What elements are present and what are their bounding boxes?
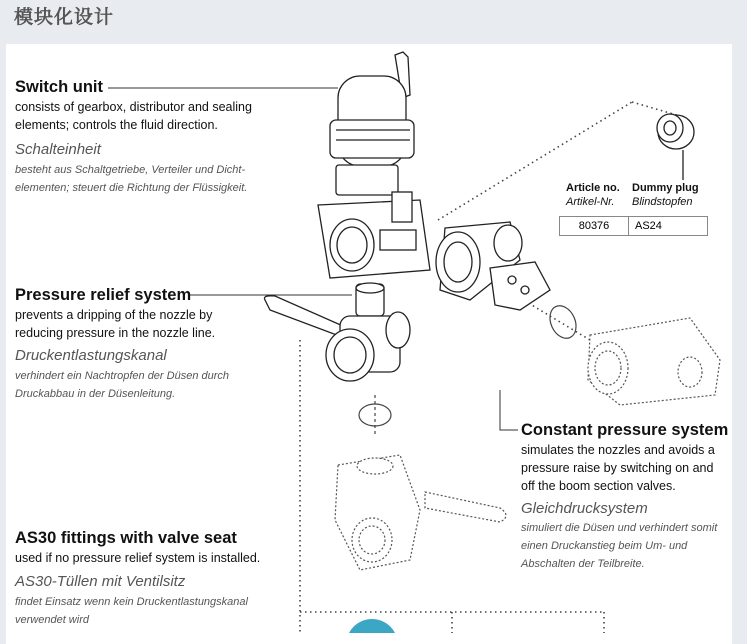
pressure-relief-desc-en: prevents a dripping of the nozzle by reducing pressure in the nozzle line. [15, 308, 216, 340]
pressure-relief-title-de: Druckentlastungskanal [15, 347, 167, 364]
part-name-cell: AS24 [629, 217, 708, 236]
article-table [559, 216, 708, 236]
constant-pressure-desc-de: simuliert die Düsen und verhindert somit einen Druckanstieg beim Um- und Abschalten der Teilbreite. [521, 522, 718, 570]
page-title: 模块化设计 [14, 6, 115, 28]
switch-unit-desc-en: consists of gearbox, distributor and sealing elements; controls the fluid direction. [15, 100, 252, 132]
as30-title-de: AS30-Tüllen mit Ventilsitz [15, 573, 186, 590]
switch-unit-title-de: Schalteinheit [15, 141, 101, 158]
dummy-plug-header-de: Blindstopfen [632, 196, 693, 208]
pressure-relief-desc-de: verhindert ein Nachtropfen der Düsen durch Druckabbau in der Düsenleitung. [15, 370, 230, 400]
dummy-plug-header: Dummy plug [632, 182, 699, 194]
constant-pressure-title-de: Gleichdrucksystem [521, 500, 648, 517]
constant-pressure-drawing [436, 222, 550, 310]
pressure-relief-drawing [264, 283, 410, 381]
switch-unit-title: Switch unit [15, 78, 103, 96]
as30-desc-de: findet Einsatz wenn kein Druckentlastungskanal verwendet wird [15, 596, 248, 626]
constant-pressure-desc-en: simulates the nozzles and avoids a pressure raise by switching on and off the boom section valves. [521, 443, 715, 493]
switch-unit-drawing [318, 52, 430, 278]
dummy-plug-drawing [657, 114, 694, 180]
article-no-header: Article no. [566, 182, 620, 194]
switch-unit-desc-de: besteht aus Schaltgetriebe, Verteiler und Dicht-elementen; steuert die Richtung der Flüssigkeit. [15, 164, 248, 194]
article-number-cell: 80376 [560, 217, 629, 236]
as30-title: AS30 fittings with valve seat [15, 529, 237, 547]
section-badge [346, 619, 398, 633]
table-row [560, 217, 708, 236]
article-no-header-de: Artikel-Nr. [566, 196, 615, 208]
as30-desc-en: used if no pressure relief system is installed. [15, 551, 261, 565]
pressure-relief-title: Pressure relief system [15, 286, 192, 304]
constant-pressure-title: Constant pressure system [521, 421, 729, 439]
